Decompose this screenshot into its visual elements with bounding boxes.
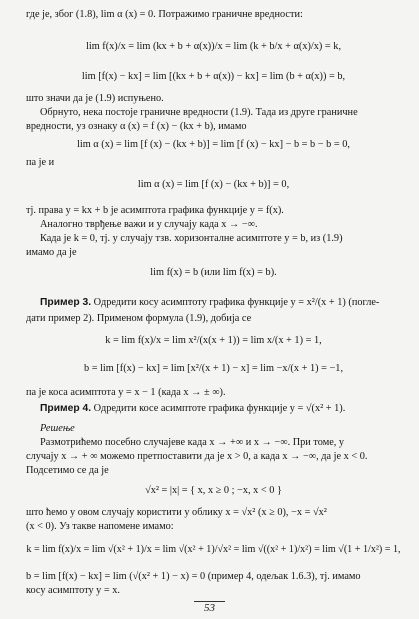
text-line: Обрнуто, нека постоје граничне вредности (1.9). Тада из друге граничне	[40, 107, 358, 118]
text-line: што ћемо у овом случају користити у облику x = √x² (x ≥ 0), −x = √x²	[26, 507, 327, 518]
text-line: случају x → + ∞ можемо претпоставити да је x > 0, а када x → −∞, да је x < 0.	[26, 451, 368, 462]
text-line: где је, због (1.8), lim α (x) = 0. Потражимо граничне вредности:	[26, 9, 303, 20]
equation: lim [f(x) − kx] = lim [(kx + b + α(x)) − kx] = lim (b + α(x)) = b,	[81, 71, 346, 82]
text-line: Подсетимо се да је	[26, 465, 109, 476]
equation: √x² = |x| = { x, x ≥ 0 ; −x, x < 0 }	[145, 485, 282, 496]
text-line: имамо да је	[26, 247, 77, 258]
example-heading: Пример 3.	[40, 297, 92, 308]
text-line: Размотрићемо посебно случајеве када x → +∞ и x → −∞. При томе, у	[40, 437, 345, 448]
text-line: вредности, уз ознаку α (x) = f (x) − (kx + b), имамо	[26, 121, 247, 132]
equation: k = lim f(x)/x = lim x²/(x(x + 1)) = lim x/(x + 1) = 1,	[105, 335, 322, 346]
text-line: (x < 0). Уз такве напомене имамо:	[26, 521, 174, 532]
text-line: тј. права y = kx + b је асимптота графика функције y = f(x).	[26, 205, 284, 216]
equation: lim α (x) = lim [f (x) − (kx + b)] = 0,	[137, 179, 290, 190]
text-line: Када је k = 0, тј. у случају тзв. хоризонталне асимптоте y = b, из (1.9)	[40, 233, 343, 244]
text-line: b = lim [f(x) − kx] = lim (√(x² + 1) − x) = 0 (пример 4, одељак 1.6.3), тј. имамо	[26, 571, 361, 582]
text-line: Аналогно тврђење важи и у случају када x → −∞.	[40, 219, 258, 230]
example-heading: Пример 4.	[40, 403, 92, 414]
equation: k = lim f(x)/x = lim √(x² + 1)/x = lim √(x² + 1)/√x² = lim √((x² + 1)/x²) = lim √(1 + 1/x²) = 1,	[26, 544, 401, 555]
solution-heading: Решење	[40, 423, 75, 434]
equation: b = lim [f(x) − kx] = lim [x²/(x + 1) − x] = lim −x/(x + 1) = −1,	[83, 363, 344, 374]
text-line: па је коса асимптота y = x − 1 (када x → ± ∞).	[26, 387, 226, 398]
text-line: косу асимптоту y = x.	[26, 585, 121, 596]
equation: lim f(x)/x = lim (kx + b + α(x))/x = lim (k + b/x + α(x)/x) = k,	[85, 41, 342, 52]
text-line: па је и	[26, 157, 55, 168]
equation: lim f(x) = b (или lim f(x) = b).	[150, 267, 277, 278]
text-line: дати пример 2). Применом формула (1.9), добија се	[26, 313, 252, 324]
equation: lim α (x) = lim [f (x) − (kx + b)] = lim [f (x) − kx] − b = b − b = 0,	[77, 139, 350, 150]
page-number: 53	[0, 601, 419, 615]
text-line: што значи да је (1.9) испуњено.	[26, 93, 164, 104]
example-3-statement: Пример 3. Одредити косу асимптоту графика функције y = x²/(x + 1) (погле-	[40, 297, 380, 308]
example-4-statement: Пример 4. Одредити косе асимптоте графика функције y = √(x² + 1).	[40, 403, 346, 414]
